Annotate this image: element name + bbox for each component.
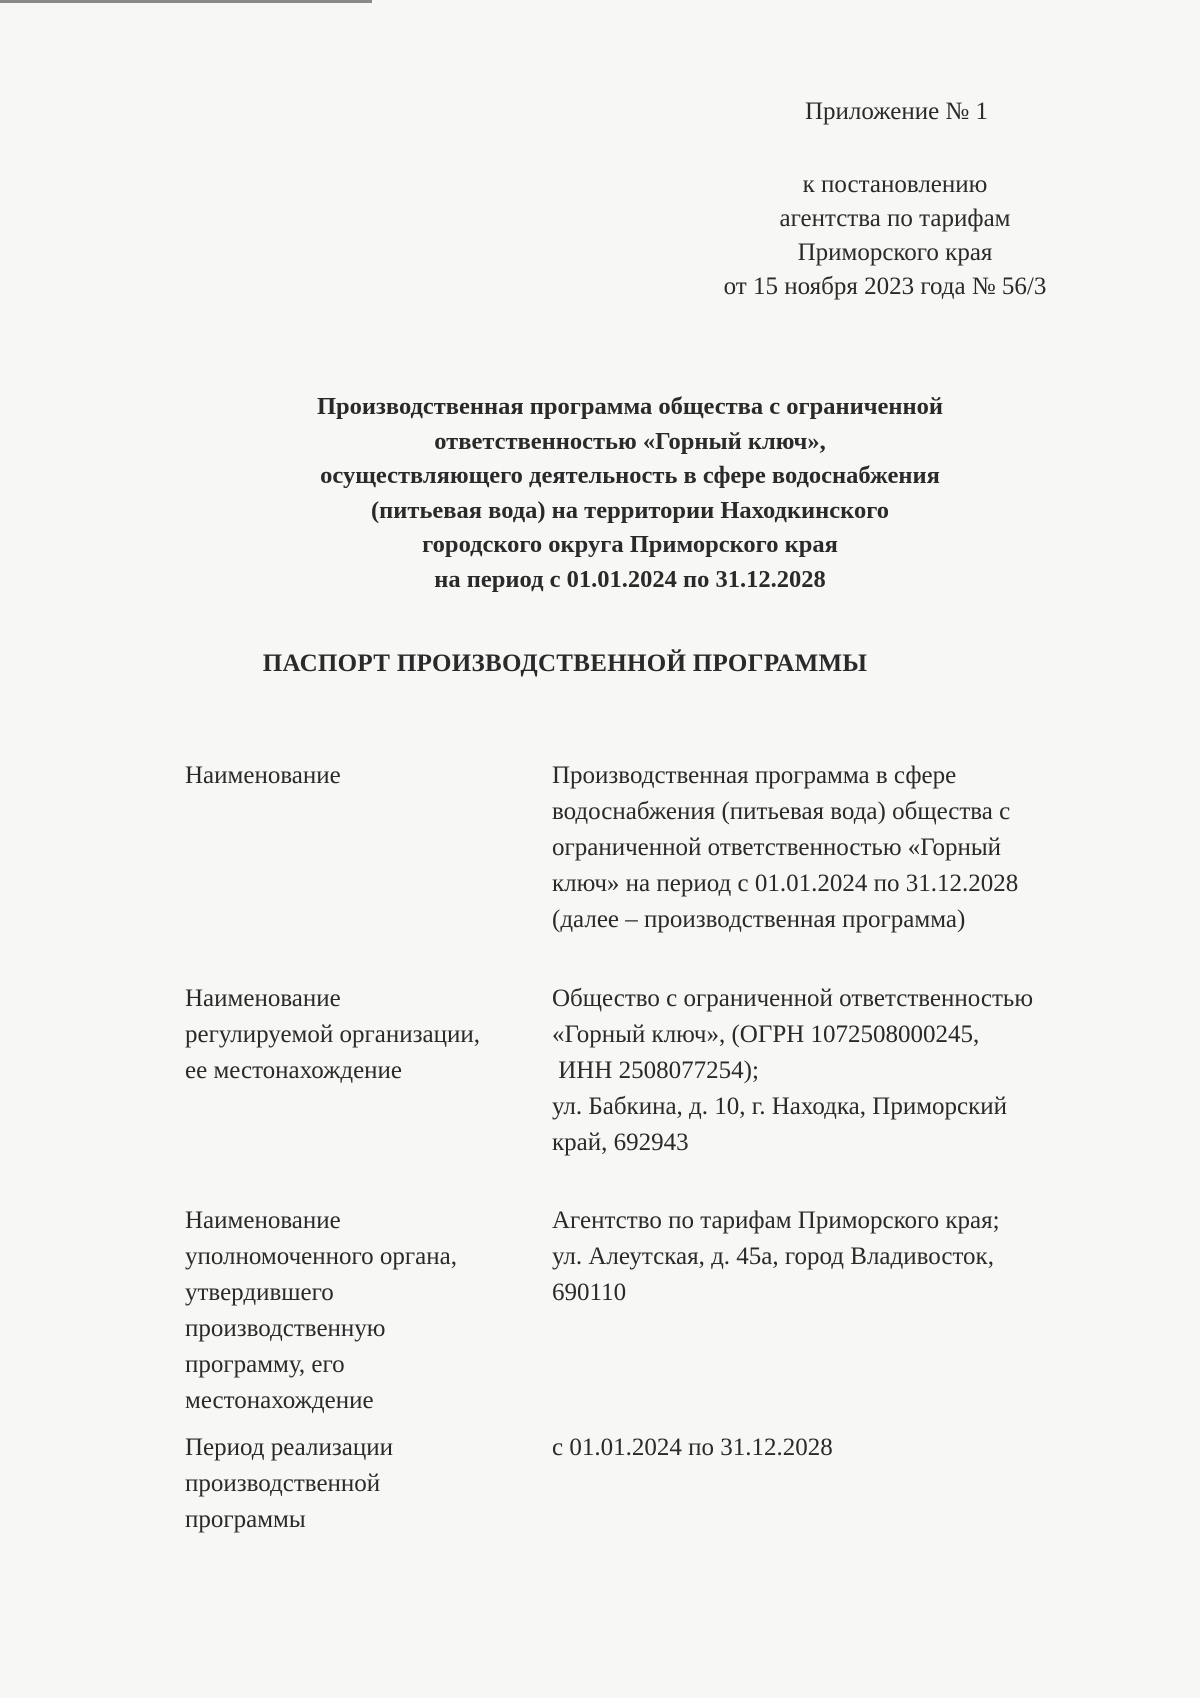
label-line: уполномоченного органа, — [185, 1243, 457, 1270]
label-line: Наименование — [185, 985, 341, 1012]
value-line: ключ» на период с 01.01.2024 по 31.12.2028 — [552, 870, 1019, 897]
value-line: Агентство по тарифам Приморского края; — [552, 1207, 1000, 1234]
passport-label — [185, 758, 525, 794]
passport-heading — [0, 650, 1200, 678]
passport-value — [552, 981, 1112, 1161]
title-line: осуществляющего деятельность в сфере водоснабжения — [320, 462, 940, 489]
value-line: с 01.01.2024 по 31.12.2028 — [552, 1434, 833, 1461]
title-line: городского округа Приморского края — [422, 531, 838, 558]
label-line: Наименование — [185, 1207, 341, 1234]
value-line: ограниченной ответственностью «Горный — [552, 834, 1002, 861]
label-line: программу, его — [185, 1351, 345, 1378]
passport-value — [552, 1203, 1112, 1311]
label-line: утвердившего — [185, 1279, 334, 1306]
label-line: ее местонахождение — [185, 1057, 403, 1084]
value-line: «Горный ключ», (ОГРН 1072508000245, — [552, 1021, 980, 1048]
value-line: Общество с ограниченной ответственностью — [552, 985, 1033, 1012]
passport-label — [185, 1430, 525, 1538]
title-line: ответственностью «Горный ключ», — [434, 427, 826, 455]
label-line: местонахождение — [185, 1387, 374, 1414]
title-line: Производственная программа общества с ограниченной — [317, 393, 943, 420]
value-line: ИНН 2508077254); — [552, 1057, 759, 1084]
passport-value — [552, 1430, 1112, 1466]
value-line: водоснабжения (питьевая вода) общества с — [552, 798, 1011, 825]
label-line: Период реализации — [185, 1434, 393, 1461]
value-line: (далее – производственная программа) — [552, 906, 966, 933]
resolution-line: Приморского края — [797, 239, 993, 266]
appendix-number: Приложение № 1 — [805, 98, 989, 125]
passport-label — [185, 1203, 525, 1419]
label-line: программы — [185, 1506, 306, 1533]
title-line: на период с 01.01.2024 по 31.12.2028 — [434, 565, 826, 593]
resolution-reference — [660, 168, 1130, 304]
label-line: производственной — [185, 1470, 381, 1497]
label-line: Наименование — [185, 762, 341, 789]
label-line: регулируемой организации, — [185, 1021, 480, 1048]
value-line: Производственная программа в сфере — [552, 762, 957, 789]
scan-edge-line — [0, 0, 372, 3]
passport-value — [552, 758, 1112, 938]
title-line: (питьевая вода) на территории Находкинского — [371, 496, 889, 524]
value-line: ул. Бабкина, д. 10, г. Находка, Приморский — [552, 1093, 1008, 1120]
passport-heading-text: ПАСПОРТ ПРОИЗВОДСТВЕННОЙ ПРОГРАММЫ — [262, 650, 868, 677]
passport-label — [185, 981, 525, 1089]
value-line: ул. Алеутская, д. 45а, город Владивосток, — [552, 1243, 994, 1270]
resolution-line: от 15 ноября 2023 года № 56/3 — [723, 273, 1047, 300]
resolution-line: к постановлению — [802, 171, 988, 198]
label-line: производственную — [185, 1315, 386, 1342]
value-line: 690110 — [552, 1279, 627, 1306]
program-title — [160, 390, 1100, 597]
value-line: край, 692943 — [552, 1129, 689, 1156]
resolution-line: агентства по тарифам — [779, 205, 1011, 232]
